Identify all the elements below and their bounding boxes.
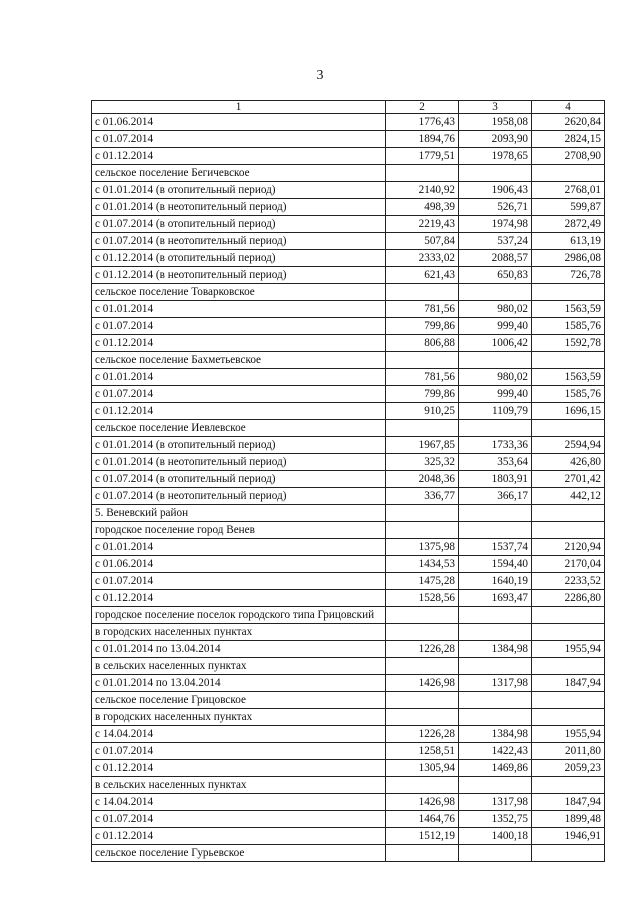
value-cell-col3: 1733,36: [459, 437, 532, 454]
value-cell-col4: 2233,52: [532, 573, 605, 590]
row-label-cell: с 01.07.2014: [92, 811, 386, 828]
table-row: [92, 658, 605, 675]
value-cell-col2: 1779,51: [386, 148, 459, 165]
value-cell-col3: [459, 845, 532, 862]
row-label-cell: с 14.04.2014: [92, 726, 386, 743]
value-cell-col2: 781,56: [386, 301, 459, 318]
value-cell-col3: 1317,98: [459, 794, 532, 811]
value-cell-col2: [386, 709, 459, 726]
value-cell-col3: 1537,74: [459, 539, 532, 556]
row-label-cell: с 01.07.2014 (в неотопительный период): [92, 488, 386, 505]
value-cell-col3: 537,24: [459, 233, 532, 250]
value-cell-col4: [532, 845, 605, 862]
row-label-cell: с 01.12.2014: [92, 148, 386, 165]
table-row: [92, 250, 605, 267]
value-cell-col2: 1305,94: [386, 760, 459, 777]
value-cell-col3: 1906,43: [459, 182, 532, 199]
value-cell-col3: 1384,98: [459, 726, 532, 743]
value-cell-col2: 1426,98: [386, 675, 459, 692]
row-label-cell: 5. Веневский район: [92, 505, 386, 522]
value-cell-col4: [532, 165, 605, 182]
value-cell-col2: 507,84: [386, 233, 459, 250]
value-cell-col2: 1226,28: [386, 726, 459, 743]
row-label-cell: с 01.07.2014 (в отопительный период): [92, 471, 386, 488]
row-label-cell: с 01.01.2014 (в отопительный период): [92, 182, 386, 199]
table-row: [92, 233, 605, 250]
value-cell-col2: 781,56: [386, 369, 459, 386]
value-cell-col4: 613,19: [532, 233, 605, 250]
value-cell-col4: 1955,94: [532, 641, 605, 658]
value-cell-col4: 1696,15: [532, 403, 605, 420]
row-label-cell: с 01.12.2014 (в отопительный период): [92, 250, 386, 267]
value-cell-col2: 498,39: [386, 199, 459, 216]
value-cell-col3: 1400,18: [459, 828, 532, 845]
table-row: [92, 454, 605, 471]
table-row: [92, 692, 605, 709]
table-row: [92, 845, 605, 862]
table-row: [92, 352, 605, 369]
value-cell-col2: [386, 624, 459, 641]
value-cell-col4: 2701,42: [532, 471, 605, 488]
page-number: 3: [316, 68, 324, 83]
table-row: [92, 471, 605, 488]
value-cell-col2: 325,32: [386, 454, 459, 471]
value-cell-col4: [532, 352, 605, 369]
row-label-cell: с 01.12.2014: [92, 335, 386, 352]
value-cell-col3: 980,02: [459, 301, 532, 318]
value-cell-col4: 426,80: [532, 454, 605, 471]
value-cell-col2: 1475,28: [386, 573, 459, 590]
value-cell-col2: 2333,02: [386, 250, 459, 267]
row-label-cell: с 01.12.2014: [92, 403, 386, 420]
row-label-cell: с 01.07.2014 (в отопительный период): [92, 216, 386, 233]
value-cell-col4: 442,12: [532, 488, 605, 505]
value-cell-col4: 1585,76: [532, 386, 605, 403]
value-cell-col3: [459, 505, 532, 522]
value-cell-col2: 336,77: [386, 488, 459, 505]
value-cell-col3: 1317,98: [459, 675, 532, 692]
value-cell-col4: 1563,59: [532, 301, 605, 318]
value-cell-col3: [459, 284, 532, 301]
value-cell-col3: 1803,91: [459, 471, 532, 488]
column-header: 3: [459, 101, 532, 114]
table-row: [92, 641, 605, 658]
value-cell-col2: [386, 845, 459, 862]
table-row: [92, 182, 605, 199]
value-cell-col4: 2824,15: [532, 131, 605, 148]
table-row: [92, 709, 605, 726]
value-cell-col4: 1847,94: [532, 675, 605, 692]
table-row: [92, 811, 605, 828]
table-row: [92, 624, 605, 641]
value-cell-col3: 1693,47: [459, 590, 532, 607]
table-row: [92, 369, 605, 386]
row-label-cell: с 01.12.2014: [92, 760, 386, 777]
value-cell-col2: 2140,92: [386, 182, 459, 199]
row-label-cell: с 01.07.2014 (в неотопительный период): [92, 233, 386, 250]
table-row: [92, 114, 605, 131]
value-cell-col2: [386, 692, 459, 709]
table-row: [92, 556, 605, 573]
row-label-cell: в городских населенных пунктах: [92, 709, 386, 726]
value-cell-col2: 1258,51: [386, 743, 459, 760]
table-row: [92, 777, 605, 794]
value-cell-col4: 2170,04: [532, 556, 605, 573]
row-label-cell: с 01.06.2014: [92, 114, 386, 131]
value-cell-col3: 999,40: [459, 386, 532, 403]
value-cell-col4: [532, 624, 605, 641]
value-cell-col4: 1946,91: [532, 828, 605, 845]
row-label-cell: сельское поселение Гурьевское: [92, 845, 386, 862]
table-row: [92, 539, 605, 556]
row-label-cell: в сельских населенных пунктах: [92, 658, 386, 675]
value-cell-col3: [459, 420, 532, 437]
tariff-table: [91, 100, 605, 862]
value-cell-col2: [386, 420, 459, 437]
value-cell-col3: [459, 658, 532, 675]
value-cell-col2: 1375,98: [386, 539, 459, 556]
value-cell-col4: 2768,01: [532, 182, 605, 199]
table-row: [92, 522, 605, 539]
value-cell-col3: [459, 522, 532, 539]
value-cell-col4: [532, 777, 605, 794]
value-cell-col2: 1528,56: [386, 590, 459, 607]
value-cell-col3: 1384,98: [459, 641, 532, 658]
row-label-cell: с 01.07.2014: [92, 131, 386, 148]
table-row: [92, 573, 605, 590]
row-label-cell: сельское поселение Иевлевское: [92, 420, 386, 437]
table-row: [92, 505, 605, 522]
value-cell-col3: 526,71: [459, 199, 532, 216]
value-cell-col3: 980,02: [459, 369, 532, 386]
value-cell-col4: [532, 658, 605, 675]
table-row: [92, 590, 605, 607]
value-cell-col3: 1006,42: [459, 335, 532, 352]
value-cell-col3: 2088,57: [459, 250, 532, 267]
value-cell-col3: 1422,43: [459, 743, 532, 760]
value-cell-col4: [532, 420, 605, 437]
row-label-cell: сельское поселение Товарковское: [92, 284, 386, 301]
value-cell-col3: 1352,75: [459, 811, 532, 828]
row-label-cell: городское поселение поселок городского типа Грицовский: [92, 607, 386, 624]
value-cell-col4: 2986,08: [532, 250, 605, 267]
table-row: [92, 794, 605, 811]
table-body: [92, 114, 605, 862]
value-cell-col2: 1426,98: [386, 794, 459, 811]
row-label-cell: в сельских населенных пунктах: [92, 777, 386, 794]
table-row: [92, 607, 605, 624]
value-cell-col2: [386, 607, 459, 624]
value-cell-col4: [532, 692, 605, 709]
value-cell-col2: [386, 777, 459, 794]
value-cell-col2: 806,88: [386, 335, 459, 352]
value-cell-col3: 1594,40: [459, 556, 532, 573]
value-cell-col4: 2620,84: [532, 114, 605, 131]
table-row: [92, 828, 605, 845]
row-label-cell: с 01.12.2014: [92, 828, 386, 845]
table-row: [92, 165, 605, 182]
row-label-cell: с 01.01.2014 (в неотопительный период): [92, 454, 386, 471]
value-cell-col2: [386, 165, 459, 182]
value-cell-col4: [532, 284, 605, 301]
table-header-row: [92, 101, 605, 114]
row-label-cell: с 01.01.2014 (в неотопительный период): [92, 199, 386, 216]
value-cell-col3: [459, 692, 532, 709]
row-label-cell: с 01.12.2014 (в неотопительный период): [92, 267, 386, 284]
value-cell-col4: 1847,94: [532, 794, 605, 811]
table-row: [92, 267, 605, 284]
table-row: [92, 675, 605, 692]
value-cell-col4: [532, 522, 605, 539]
row-label-cell: с 01.01.2014 (в отопительный период): [92, 437, 386, 454]
table-row: [92, 335, 605, 352]
value-cell-col4: 1955,94: [532, 726, 605, 743]
value-cell-col3: [459, 607, 532, 624]
value-cell-col2: 1464,76: [386, 811, 459, 828]
value-cell-col2: 1776,43: [386, 114, 459, 131]
value-cell-col2: 799,86: [386, 386, 459, 403]
value-cell-col2: 1512,19: [386, 828, 459, 845]
value-cell-col4: 2708,90: [532, 148, 605, 165]
row-label-cell: с 01.07.2014: [92, 386, 386, 403]
value-cell-col4: 726,78: [532, 267, 605, 284]
value-cell-col3: 1640,19: [459, 573, 532, 590]
row-label-cell: с 01.07.2014: [92, 573, 386, 590]
column-header: 4: [532, 101, 605, 114]
row-label-cell: сельское поселение Бахметьевское: [92, 352, 386, 369]
value-cell-col3: 1469,86: [459, 760, 532, 777]
value-cell-col4: 2594,94: [532, 437, 605, 454]
column-header: 2: [386, 101, 459, 114]
table-row: [92, 318, 605, 335]
table-row: [92, 216, 605, 233]
value-cell-col2: 1894,76: [386, 131, 459, 148]
value-cell-col4: 1563,59: [532, 369, 605, 386]
row-label-cell: сельское поселение Грицовское: [92, 692, 386, 709]
value-cell-col4: 2120,94: [532, 539, 605, 556]
value-cell-col3: 366,17: [459, 488, 532, 505]
column-header: 1: [92, 101, 386, 114]
value-cell-col4: 599,87: [532, 199, 605, 216]
table-row: [92, 131, 605, 148]
table-row: [92, 284, 605, 301]
table-row: [92, 386, 605, 403]
value-cell-col3: 2093,90: [459, 131, 532, 148]
value-cell-col2: [386, 284, 459, 301]
row-label-cell: в городских населенных пунктах: [92, 624, 386, 641]
value-cell-col3: 1978,65: [459, 148, 532, 165]
table-row: [92, 403, 605, 420]
value-cell-col2: 910,25: [386, 403, 459, 420]
value-cell-col2: [386, 352, 459, 369]
table-row: [92, 760, 605, 777]
value-cell-col4: [532, 607, 605, 624]
value-cell-col3: [459, 709, 532, 726]
row-label-cell: с 01.06.2014: [92, 556, 386, 573]
value-cell-col3: 1109,79: [459, 403, 532, 420]
value-cell-col4: 1585,76: [532, 318, 605, 335]
row-label-cell: с 01.01.2014: [92, 301, 386, 318]
value-cell-col3: 1974,98: [459, 216, 532, 233]
value-cell-col2: [386, 658, 459, 675]
row-label-cell: городское поселение город Венев: [92, 522, 386, 539]
value-cell-col4: [532, 505, 605, 522]
table-row: [92, 420, 605, 437]
table-row: [92, 148, 605, 165]
value-cell-col3: 1958,08: [459, 114, 532, 131]
value-cell-col3: [459, 165, 532, 182]
value-cell-col3: 353,64: [459, 454, 532, 471]
value-cell-col2: [386, 505, 459, 522]
row-label-cell: с 01.07.2014: [92, 743, 386, 760]
value-cell-col3: 999,40: [459, 318, 532, 335]
row-label-cell: с 14.04.2014: [92, 794, 386, 811]
value-cell-col3: [459, 777, 532, 794]
row-label-cell: с 01.01.2014: [92, 369, 386, 386]
value-cell-col2: 2219,43: [386, 216, 459, 233]
row-label-cell: с 01.01.2014 по 13.04.2014: [92, 641, 386, 658]
value-cell-col2: [386, 522, 459, 539]
value-cell-col2: 799,86: [386, 318, 459, 335]
value-cell-col3: 650,83: [459, 267, 532, 284]
row-label-cell: с 01.07.2014: [92, 318, 386, 335]
value-cell-col4: [532, 709, 605, 726]
value-cell-col3: [459, 352, 532, 369]
value-cell-col2: 1226,28: [386, 641, 459, 658]
value-cell-col2: 2048,36: [386, 471, 459, 488]
value-cell-col2: 1967,85: [386, 437, 459, 454]
value-cell-col2: 1434,53: [386, 556, 459, 573]
table-row: [92, 726, 605, 743]
value-cell-col4: 2286,80: [532, 590, 605, 607]
row-label-cell: с 01.12.2014: [92, 590, 386, 607]
value-cell-col3: [459, 624, 532, 641]
table-row: [92, 301, 605, 318]
table-row: [92, 743, 605, 760]
table-row: [92, 488, 605, 505]
table-row: [92, 437, 605, 454]
value-cell-col4: 2011,80: [532, 743, 605, 760]
row-label-cell: сельское поселение Бегичевское: [92, 165, 386, 182]
table-row: [92, 199, 605, 216]
value-cell-col2: 621,43: [386, 267, 459, 284]
value-cell-col4: 2059,23: [532, 760, 605, 777]
row-label-cell: с 01.01.2014: [92, 539, 386, 556]
value-cell-col4: 1899,48: [532, 811, 605, 828]
value-cell-col4: 2872,49: [532, 216, 605, 233]
value-cell-col4: 1592,78: [532, 335, 605, 352]
row-label-cell: с 01.01.2014 по 13.04.2014: [92, 675, 386, 692]
